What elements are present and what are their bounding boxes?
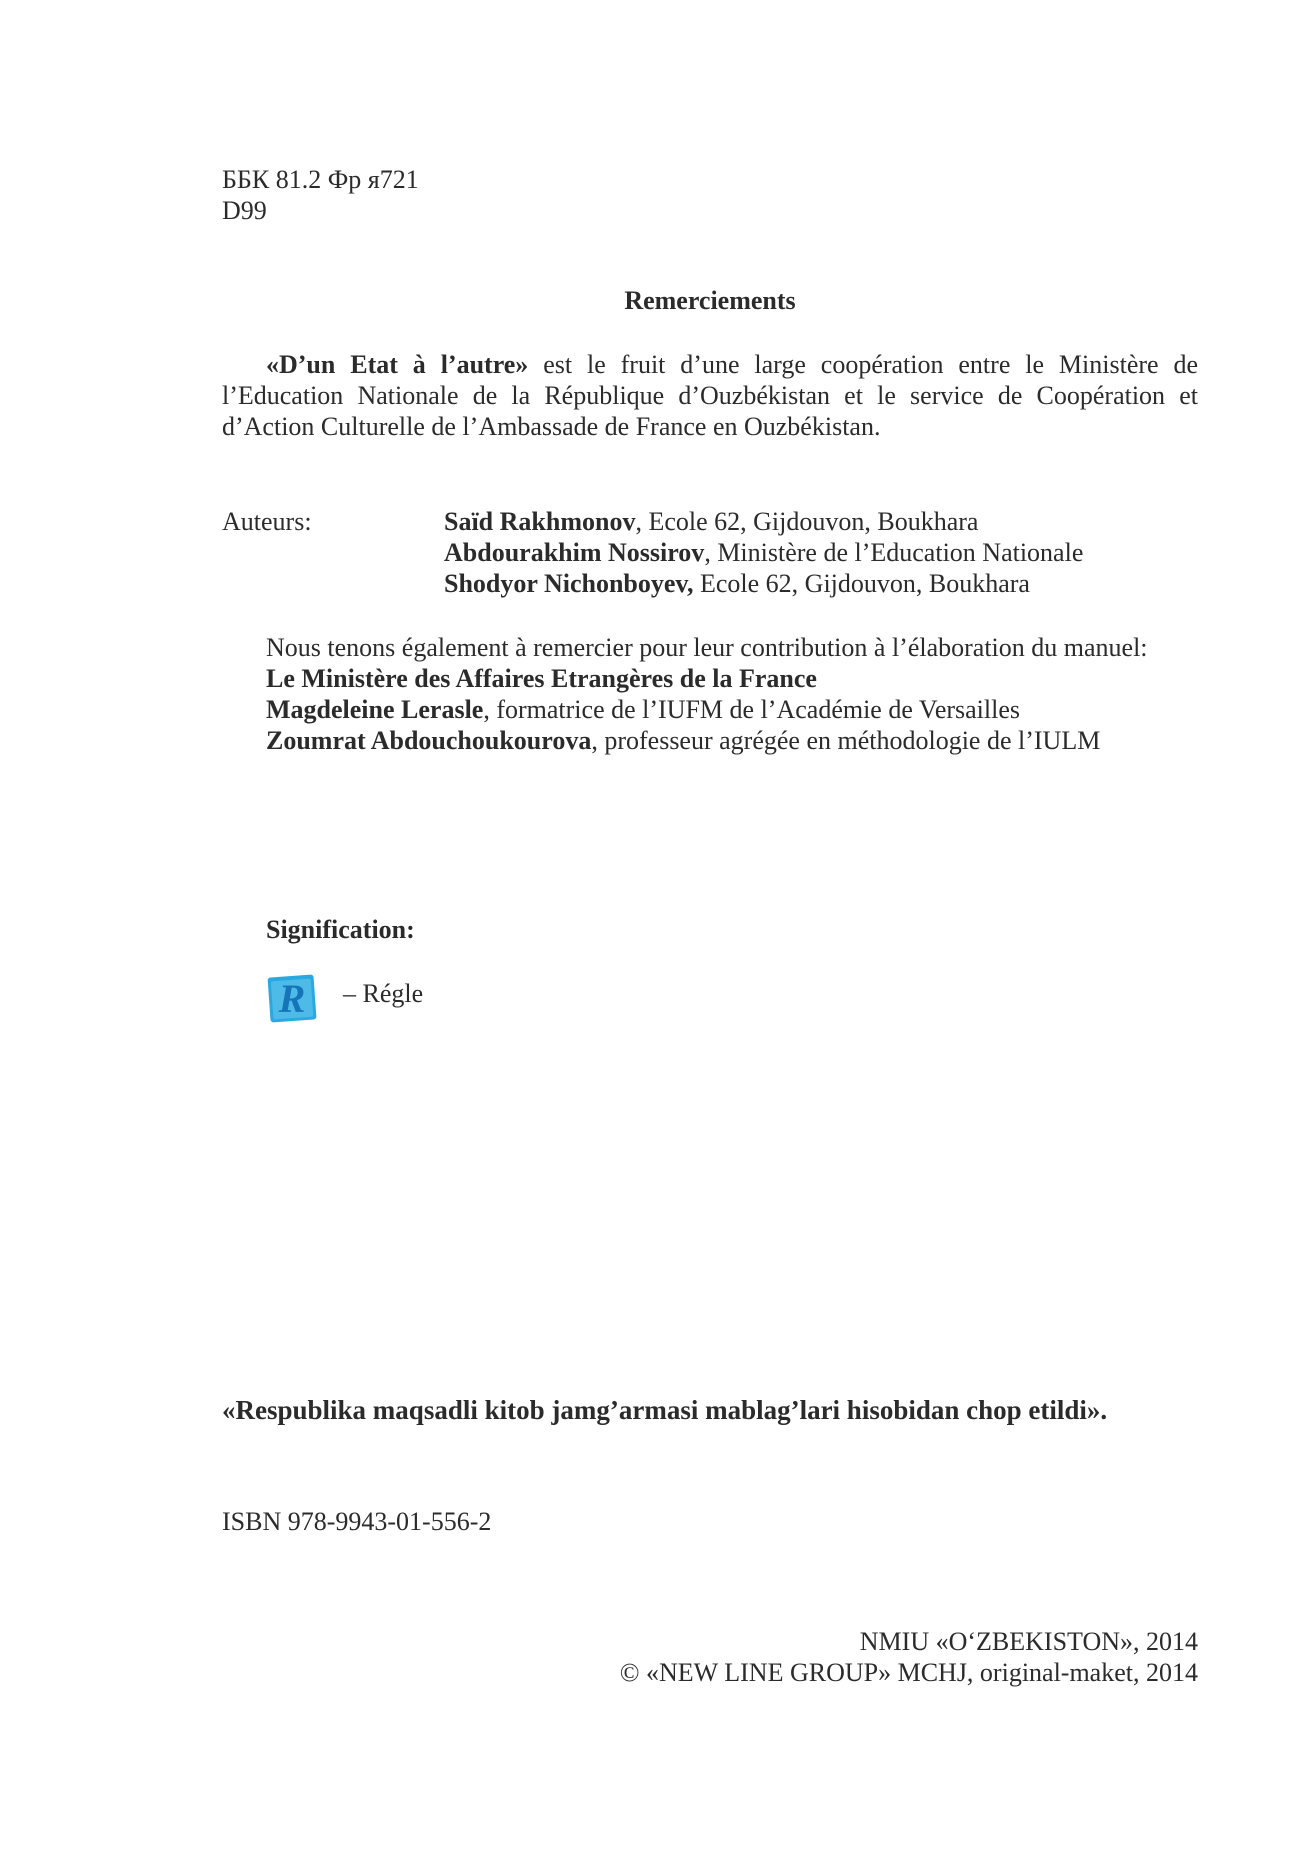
copyright-line: © «NEW LINE GROUP» MCHJ, original-maket, 2014: [619, 1658, 1198, 1687]
signification-heading: Signification:: [266, 915, 415, 944]
funding-note: «Respublika maqsadli kitob jamg’armasi mablag’lari hisobidan chop etildi».: [222, 1395, 1108, 1425]
authors-label: Auteurs:: [222, 507, 312, 536]
contributor-name: Zoumrat Abdouchoukourova: [266, 726, 592, 755]
contributor-name: Magdeleine Lerasle: [266, 695, 484, 724]
ministry-name: Le Ministère des Affaires Etrangères de la France: [266, 664, 817, 693]
author-name: Abdourakhim Nossirov: [444, 538, 705, 567]
legend-row: [266, 972, 866, 1028]
author-affiliation: Ecole 62, Gijdouvon, Boukhara: [693, 569, 1030, 598]
author-item: [444, 506, 1204, 537]
book-title: «D’un Etat à l’autre»: [266, 350, 529, 379]
bbk-code: ББК 81.2 Фр я721: [222, 165, 419, 194]
rule-r-icon: [266, 972, 318, 1024]
thanks-section: [222, 632, 1198, 756]
author-affiliation: , Ecole 62, Gijdouvon, Boukhara: [635, 507, 979, 536]
author-name: Shodyor Nichonboyev,: [444, 569, 694, 598]
legend-letter: R: [278, 976, 306, 1021]
publisher-info: [222, 1626, 1198, 1688]
author-item: [444, 568, 1204, 599]
author-code: D99: [222, 196, 267, 225]
intro-text: est le fruit d’une large coopération entre le Ministère de l’Education Nationale de la République d’Ouzbékistan et le service de Coopération et d’Action Culturelle de l’Ambassade de France en Ouzbékistan.: [222, 350, 1198, 441]
page-title: Remerciements: [624, 286, 796, 315]
contributor-item: [222, 725, 1198, 756]
contributor-role: , formatrice de l’IUFM de l’Académie de Versailles: [483, 695, 1020, 724]
authors-list: [444, 506, 1204, 599]
author-affiliation: , Ministère de l’Education Nationale: [704, 538, 1084, 567]
intro-paragraph: [222, 349, 1198, 442]
catalog-codes: [222, 164, 1198, 226]
legend-text: – Régle: [343, 979, 424, 1008]
contributor-role: , professeur agrégée en méthodologie de l’IULM: [591, 726, 1101, 755]
publisher-line: NMIU «O‘ZBEKISTON», 2014: [859, 1627, 1198, 1656]
contributor-item: [222, 694, 1198, 725]
isbn: ISBN 978-9943-01-556-2: [222, 1507, 492, 1536]
thanks-intro: Nous tenons également à remercier pour leur contribution à l’élaboration du manuel:: [266, 633, 1148, 662]
author-item: [444, 537, 1204, 568]
author-name: Saïd Rakhmonov: [444, 507, 636, 536]
